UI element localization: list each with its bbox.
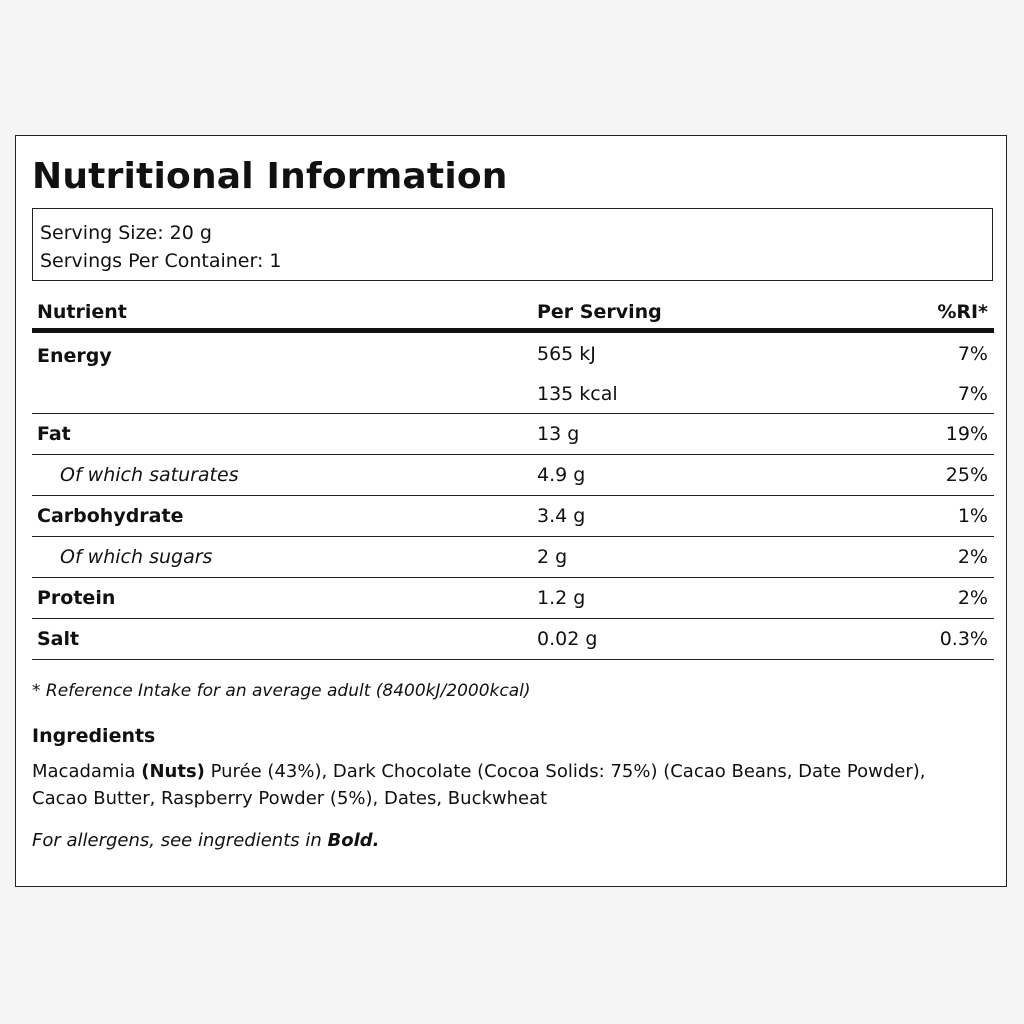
energy-kcal-ri: 7% — [957, 383, 988, 405]
ingredients-prefix: Macadamia — [32, 761, 142, 782]
energy-ri-values — [862, 333, 994, 414]
header-ri: %RI* — [937, 301, 988, 323]
energy-values — [532, 333, 862, 414]
serving-size: Serving Size: 20 g — [40, 222, 212, 244]
nutrient-value: 13 g — [537, 423, 580, 445]
page-title: Nutritional Information — [32, 156, 508, 197]
nutrient-ri: 25% — [945, 464, 988, 486]
allergen-note-bold: Bold. — [327, 830, 380, 851]
nutrient-value: 3.4 g — [537, 505, 586, 527]
energy-kj: 565 kJ — [537, 343, 596, 365]
nutrient-name: Carbohydrate — [37, 505, 184, 527]
nutrient-name: Fat — [37, 423, 71, 445]
nutrition-panel — [15, 135, 1007, 887]
nutrient-ri: 2% — [957, 546, 988, 568]
table-row-fat — [32, 414, 994, 455]
energy-kcal: 135 kcal — [537, 383, 618, 405]
energy-kj-ri: 7% — [957, 343, 988, 365]
serving-info-box — [32, 208, 993, 281]
table-row-protein — [32, 578, 994, 619]
nutrient-name: Energy — [37, 345, 112, 367]
nutrient-value: 0.02 g — [537, 628, 598, 650]
nutrient-name: Protein — [37, 587, 116, 609]
table-row-energy — [32, 333, 994, 414]
nutrient-ri: 1% — [957, 505, 988, 527]
reference-intake-footnote: * Reference Intake for an average adult (8400kJ/2000kcal) — [32, 681, 531, 701]
header-per-serving: Per Serving — [537, 301, 662, 323]
nutrient-value: 4.9 g — [537, 464, 586, 486]
nutrient-value: 1.2 g — [537, 587, 586, 609]
ingredients-text — [32, 758, 982, 812]
nutrition-table — [32, 296, 994, 660]
allergen-nuts: (Nuts) — [141, 761, 205, 782]
nutrient-name: Salt — [37, 628, 80, 650]
ingredients-rest: Purée (43%), Dark Chocolate (Cocoa Solids: 75%) (Cacao Beans, Date Powder), Cacao Butter, Raspberry Powder (5%), Dates, Buckwheat — [32, 761, 926, 809]
ingredients-heading: Ingredients — [32, 725, 156, 747]
nutrient-ri: 19% — [945, 423, 988, 445]
table-header-row — [32, 296, 994, 333]
table-row-carbohydrate — [32, 496, 994, 537]
nutrient-ri: 2% — [957, 587, 988, 609]
nutrient-ri: 0.3% — [939, 628, 988, 650]
servings-per-container: Servings Per Container: 1 — [40, 250, 282, 272]
table-row-sugars — [32, 537, 994, 578]
table-row-salt — [32, 619, 994, 660]
allergen-note — [32, 830, 379, 851]
nutrient-name: Of which sugars — [60, 546, 213, 568]
table-row-saturates — [32, 455, 994, 496]
allergen-note-text: For allergens, see ingredients in — [32, 830, 328, 851]
nutrient-name: Of which saturates — [60, 464, 239, 486]
header-nutrient: Nutrient — [37, 301, 127, 323]
nutrient-value: 2 g — [537, 546, 568, 568]
